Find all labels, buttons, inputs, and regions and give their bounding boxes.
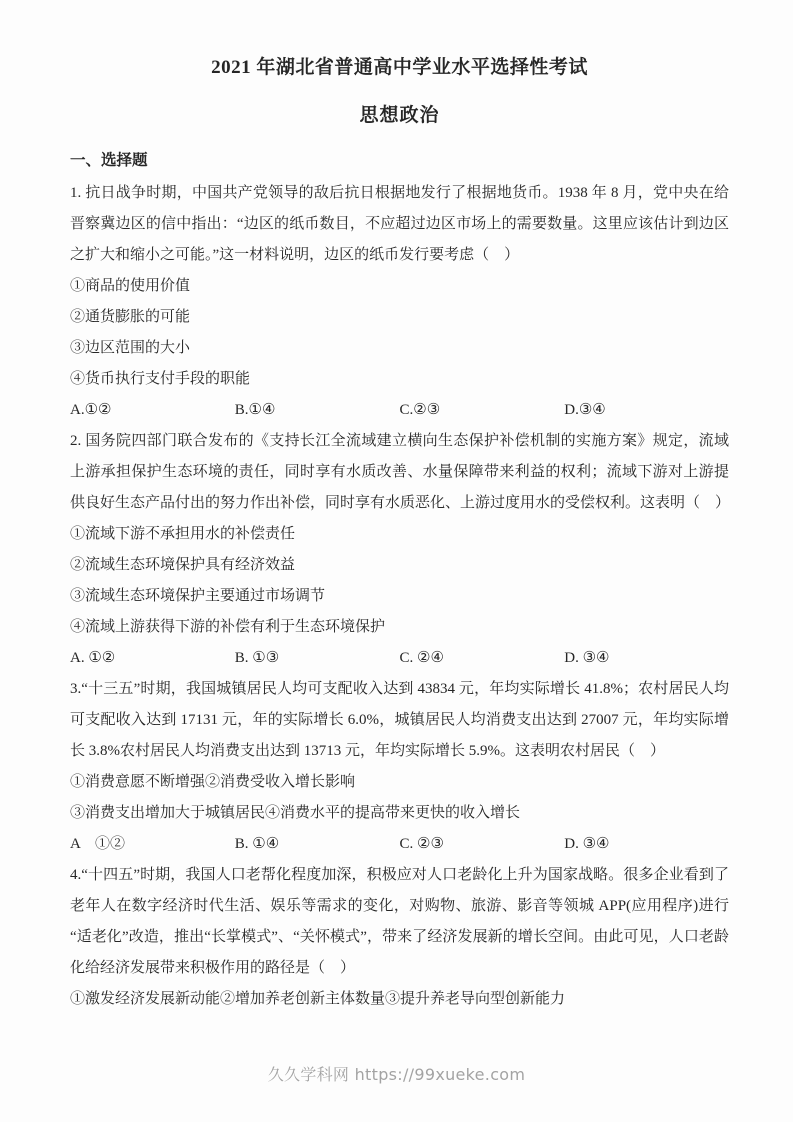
question-3-choice-a: A ①② bbox=[70, 836, 126, 852]
question-2-stem: 2. 国务院四部门联合发布的《支持长江全流域建立横向生态保护补偿机制的实施方案》规定，流域上游承担保护生态环境的责任，同时享有水质改善、水量保障带来利益的权利；流域下游对上游提供良好生态产品付出的努力作出补偿，同时享有水质恶化、上游过度用水的受偿权利。这表明（ ） bbox=[70, 433, 731, 511]
document-title: 2021 年湖北省普通高中学业水平选择性考试 bbox=[211, 57, 588, 78]
question-2-option-3: ③流域生态环境保护主要通过市场调节 bbox=[70, 588, 326, 604]
document-subtitle: 思想政治 bbox=[359, 105, 440, 126]
question-2-option-1: ①流域下游不承担用水的补偿责任 bbox=[70, 526, 296, 542]
question-1-choice-a: A.①② bbox=[70, 402, 112, 418]
question-4-stem: 4.“十四五”时期，我国人口老帮化程度加深，积极应对人口老龄化上升为国家战略。很多企业看到了老年人在数字经济时代生活、娱乐等需求的变化，对购物、旅游、影音等领城 APP(应用程序)进行“适老化”改造，推出“长掌模式”、“关怀模式”，带来了经济发展新的增长空间。由此可见，人口老龄化给经济发展带来积极作用的路径是（ ） bbox=[70, 867, 729, 976]
question-1-option-2: ②通货膨胀的可能 bbox=[70, 309, 191, 325]
question-2-answer-row bbox=[70, 643, 729, 674]
question-2 bbox=[70, 426, 729, 674]
watermark-footer: 久久学科网 https://99xueke.com bbox=[267, 1065, 526, 1084]
question-3-choice-b: B. ①④ bbox=[234, 836, 280, 852]
question-3-answer-row bbox=[70, 829, 729, 860]
question-1-stem: 1. 抗日战争时期，中国共产党领导的敌后抗日根据地发行了根据地货币。1938 年 8 月，党中央在给晋察冀边区的信中指出：“边区的纸币数目，不应超过边区市场上的需要数量。这里应该估计到边区之扩大和缩小之可能。”这一材料说明，边区的纸币发行要考虑（ ） bbox=[70, 185, 729, 263]
question-1-option-1: ①商品的使用价值 bbox=[70, 278, 191, 294]
section-heading-multiple-choice: 一、选择题 bbox=[70, 152, 148, 169]
question-2-choice-a: A. ①② bbox=[70, 650, 116, 666]
question-2-option-4: ④流域上游获得下游的补偿有利于生态环境保护 bbox=[70, 619, 386, 635]
question-4 bbox=[70, 860, 729, 1015]
question-2-choice-d: D. ③④ bbox=[564, 650, 610, 666]
question-1-choice-b: B.①④ bbox=[234, 402, 276, 418]
question-2-choice-c: C. ②④ bbox=[399, 650, 444, 666]
question-3 bbox=[70, 674, 729, 860]
question-3-choice-c: C. ②③ bbox=[399, 836, 444, 852]
question-3-stem: 3.“十三五”时期，我国城镇居民人均可支配收入达到 43834 元，年均实际增长 41.8%；农村居民人均可支配收入达到 17131 元，年的实际增长 6.0%，城镇居民人均消费支出达到 27007 元，年均实际增长 3.8%农村居民人均消费支出达到 13713 元，年均实际增长 5.9%。这表明农村居民（ ） bbox=[70, 681, 729, 759]
question-1-option-4: ④货币执行支付手段的职能 bbox=[70, 371, 251, 387]
question-2-choice-b: B. ①③ bbox=[234, 650, 280, 666]
question-1-choice-d: D.③④ bbox=[564, 402, 606, 418]
question-1-choice-c: C.②③ bbox=[399, 402, 441, 418]
question-1-option-3: ③边区范围的大小 bbox=[70, 340, 191, 356]
question-1 bbox=[70, 178, 729, 426]
question-3-choice-d: D. ③④ bbox=[564, 836, 610, 852]
question-3-option-line-2: ③消费支出增加大于城镇居民④消费水平的提高带来更快的收入增长 bbox=[70, 805, 521, 821]
question-1-answer-row bbox=[70, 395, 729, 426]
question-3-option-line-1: ①消费意愿不断增强②消费受收入增长影响 bbox=[70, 774, 356, 790]
question-4-option-line-1: ①激发经济发展新动能②增加养老创新主体数量③提升养老导向型创新能力 bbox=[70, 991, 566, 1007]
question-2-option-2: ②流域生态环境保护具有经济效益 bbox=[70, 557, 296, 573]
